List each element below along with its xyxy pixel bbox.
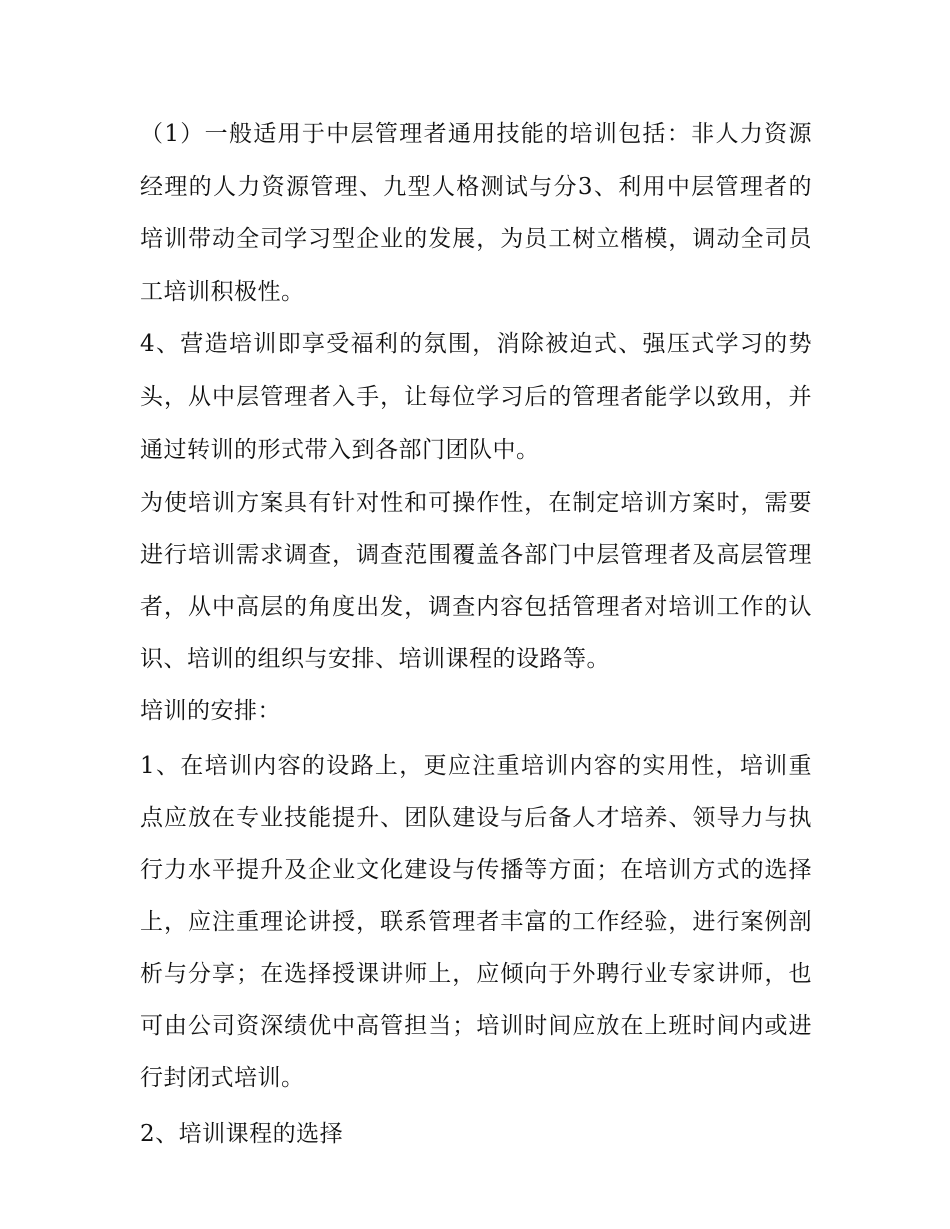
paragraph-general-skills-training: （1）一般适用于中层管理者通用技能的培训包括：非人力资源经理的人力资源管理、九型人格测试与分3、利用中层管理者的培训带动全司学习型企业的发展，为员工树立楷模，调动全司员工培训积极性。 xyxy=(140,121,812,305)
document-body xyxy=(140,108,812,1161)
heading-course-selection: 2、培训课程的选择 xyxy=(140,1121,344,1147)
paragraph-training-atmosphere: 4、营造培训即享受福利的氛围，消除被迫式、强压式学习的势头，从中层管理者入手，让每位学习后的管理者能学以致用，并通过转训的形式带入到各部门团队中。 xyxy=(140,331,812,463)
paragraph-training-content-design: 1、在培训内容的设路上，更应注重培训内容的实用性，培训重点应放在专业技能提升、团队建设与后备人才培养、领导力与执行力水平提升及企业文化建设与传播等方面；在培训方式的选择上，应注重理论讲授，联系管理者丰富的工作经验，进行案例剖析与分享；在选择授课讲师上，应倾向于外聘行业专家讲师，也可由公司资深绩优中高管担当；培训时间应放在上班时间内或进行封闭式培训。 xyxy=(140,753,812,1091)
heading-training-arrangement: 培训的安排： xyxy=(140,698,281,724)
paragraph-needs-survey: 为使培训方案具有针对性和可操作性，在制定培训方案时，需要进行培训需求调查，调查范围覆盖各部门中层管理者及高层管理者，从中高层的角度出发，调查内容包括管理者对培训工作的认识、培训的组织与安排、培训课程的设路等。 xyxy=(140,490,812,672)
